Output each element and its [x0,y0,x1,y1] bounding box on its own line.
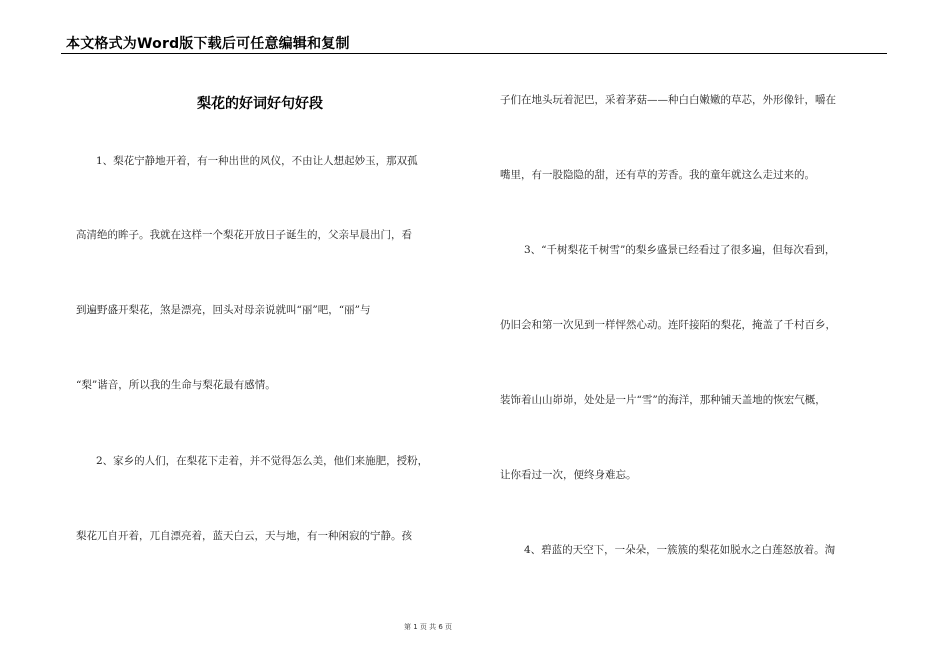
left-paragraph-line: “梨”谐音，所以我的生命与梨花最有感情。 [76,379,276,391]
document-banner: 本文格式为Word版下载后可任意编辑和复制 [66,36,350,52]
right-paragraph-line: 3、“千树梨花千树雪”的梨乡盛景已经看过了很多遍，但每次看到， [524,244,836,256]
left-paragraph-line: 1、梨花宁静地开着，有一种出世的风仪，不由让人想起妙玉，那双孤 [96,155,418,167]
page-number: 第 1 页 共 6 页 [404,623,453,631]
right-paragraph-line: 装饰着山山峁峁，处处是一片“雪”的海洋，那种铺天盖地的恢宏气概， [500,394,826,406]
right-paragraph-line: 子们在地头玩着泥巴，采着茅菇——种白白嫩嫩的草芯，外形像针，嚼在 [500,94,836,106]
right-paragraph-line: 4、碧蓝的天空下，一朵朵，一簇簇的梨花如脱水之白莲怒放着。淘 [524,544,836,556]
left-paragraph-line: 2、家乡的人们，在梨花下走着，并不觉得怎么美，他们来施肥，授粉， [96,455,429,467]
left-paragraph-line: 高清绝的眸子。我就在这样一个梨花开放日子诞生的，父亲早晨出门，看 [76,229,412,241]
left-paragraph-line: 到遍野盛开梨花，煞是漂亮，回头对母亲说就叫“丽”吧，“丽”与 [76,304,371,316]
left-paragraph-line: 梨花兀自开着，兀自漂亮着，蓝天白云，天与地，有一种闲寂的宁静。孩 [76,530,412,542]
header-divider [61,53,887,54]
right-paragraph-line: 仍旧会和第一次见到一样怦然心动。连阡接陌的梨花，掩盖了千村百乡， [500,319,836,331]
document-title: 梨花的好词好句好段 [197,96,323,112]
right-paragraph-line: 让你看过一次，便终身难忘。 [500,469,637,481]
right-paragraph-line: 嘴里，有一股隐隐的甜，还有草的芳香。我的童年就这么走过来的。 [500,169,815,181]
